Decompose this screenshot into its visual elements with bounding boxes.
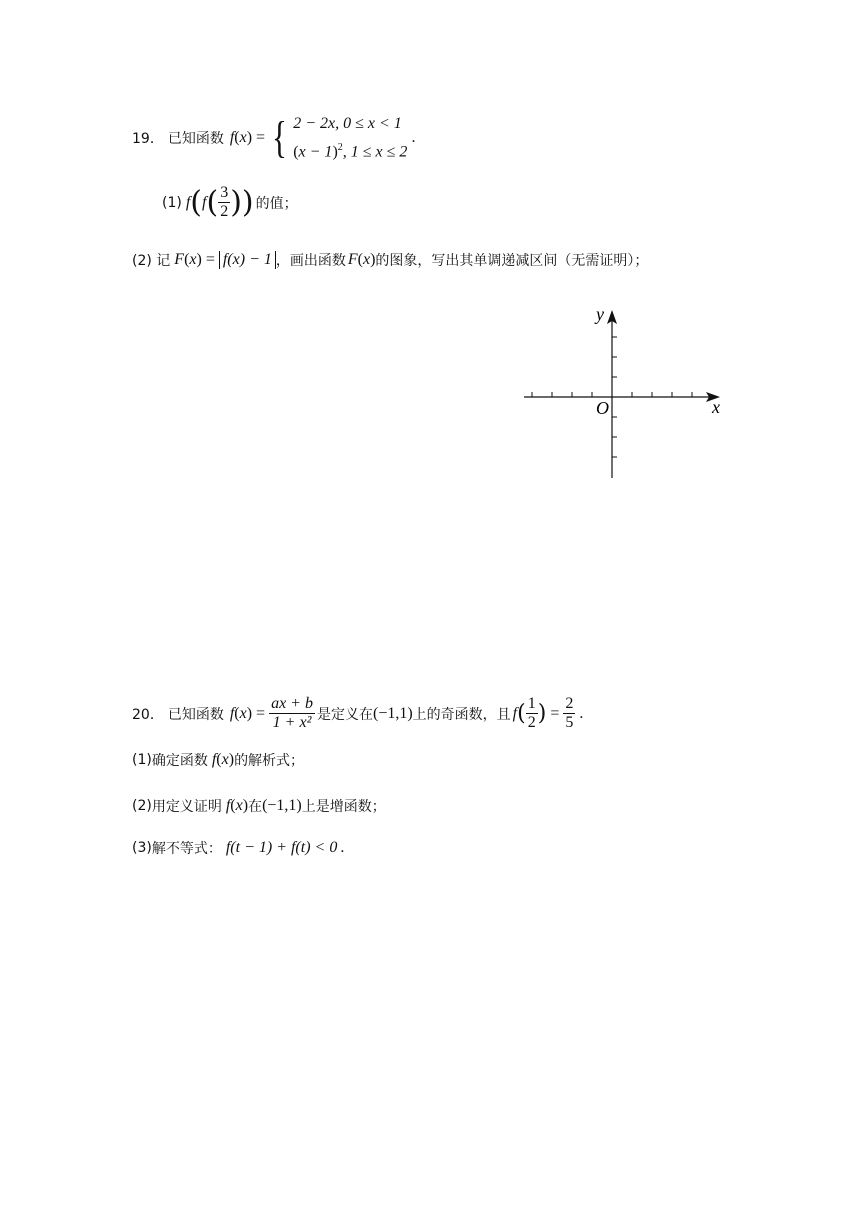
q19-case2: $(x - 1)^2$, 1 ≤ x ≤ 2 [293,142,408,161]
q20-text2: 上的奇函数，且 [412,706,511,723]
q19-eq: = [256,129,266,147]
q19-intro: 已知函数 [167,131,224,148]
q19-part1: (1) f ( f ( $\frac{3}{2}$ ) ) 的值； [162,184,298,220]
y-axis-label: y [596,304,604,324]
q20-frac-1-2: $\frac{1}{2}$ [527,695,536,731]
q19-statement: 19． 已知函数 f ( x ) = { 2 − 2x, 0 ≤ x < 1 $(x - 1)^2$, 1 ≤ x ≤ 2 . [132,112,415,164]
q19-frac-3-2: $\frac{3}{2}$ [220,184,229,220]
q20-frac-2-5: $\frac{2}{5}$ [565,695,574,731]
q20-intro: 已知函数 [167,706,224,723]
q19-end-dot: . [411,129,416,147]
q19-part1-label: (1) [162,194,182,211]
q20-interval: (−1,1) [372,704,413,722]
piecewise-brace: { [272,113,288,163]
q19-part1-suffix: 的值； [255,195,298,212]
q19-abs-expr: f(x) − 1 [219,251,276,269]
q20-part1: (1) 确定函数 f ( x ) 的解析式； [132,751,305,769]
q20-statement: 20． 已知函数 f ( x ) = $\frac{ax + b}{\text{1 + x²}}$ 是定义在 (−1,1) 上的奇函数，且 f ( $\frac{1}{2}$ ) = $\frac{2}{5}$ . [132,695,584,731]
q19-part2-label: (2) 记 [132,253,171,269]
q19-fname: f [229,129,235,147]
q19-part2: (2) 记 F ( x ) = f(x) − 1 ，画出函数 F ( x ) 的图象，写出其单调递减区间（无需证明）； [132,251,649,269]
coordinate-grid [516,300,736,485]
q20-text1: 是定义在 [316,706,373,723]
q20-part3: (3) 解不等式： f(t − 1) + f(t) < 0 . [132,839,345,857]
q19-part2-text2: 的图象，写出其单调递减区间（无需证明）； [375,253,649,269]
q19-number: 19． [132,131,164,148]
q20-function-fraction: $\frac{ax + b}{\text{1 + x²}}$ [271,695,313,731]
q20-part2: (2) 用定义证明 f ( x ) 在 (−1,1) 上是增函数； [132,797,386,815]
q19-var: x [239,129,247,147]
x-axis-label: x [712,397,720,417]
q20-inequality: f(t − 1) + f(t) < 0 [225,839,338,856]
q19-case1: 2 − 2x, 0 ≤ x < 1 [293,115,402,132]
origin-label: O [596,398,609,418]
q20-number: 20． [132,706,164,723]
q19-part2-text: ，画出函数 [275,253,346,269]
